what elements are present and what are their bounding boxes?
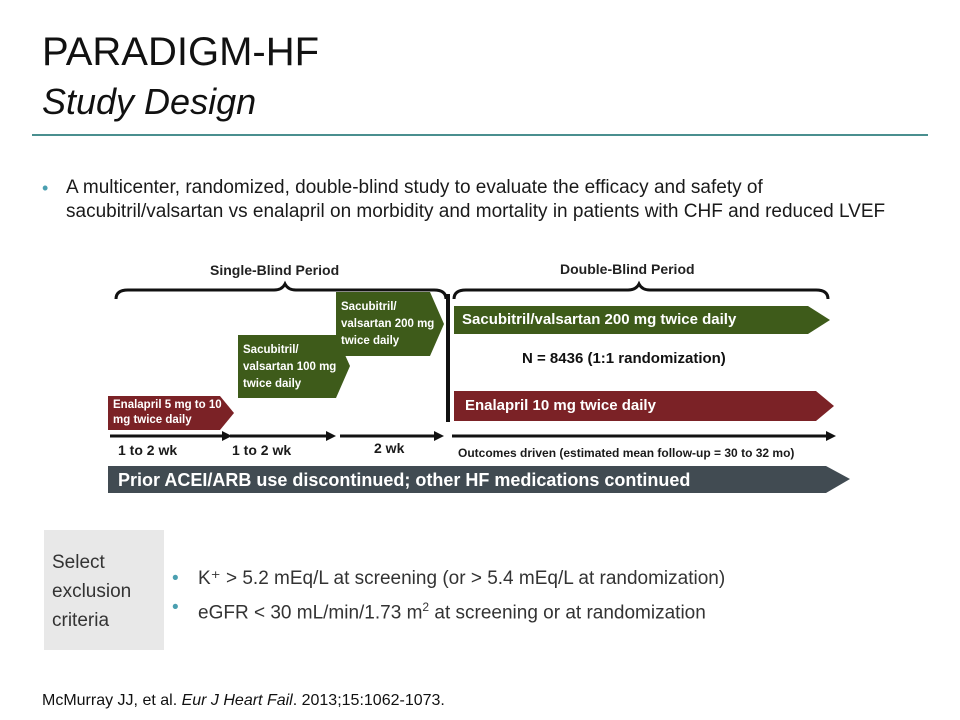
citation-authors: McMurray JJ, et al. <box>42 692 182 709</box>
sacubitril-200-runin-label: Sacubitril/ valsartan 200 mg twice daily <box>341 301 435 347</box>
exclusion-item-text: eGFR < 30 mL/min/1.73 m <box>198 602 423 624</box>
timeline-arrow-3 <box>434 431 444 441</box>
exclusion-label-box <box>44 530 164 650</box>
citation-journal: Eur J Heart Fail <box>181 692 293 709</box>
timeline-arrow-2 <box>326 431 336 441</box>
duration-3: 2 wk <box>374 440 405 456</box>
timeline-arrow-outcomes <box>826 431 836 441</box>
intro-text: A multicenter, randomized, double-blind study to evaluate the efficacy and safety of sacubitril/valsartan vs enalapril on morbidity and mortality in patients with CHF and reduced LVEF <box>66 177 886 222</box>
duration-2: 1 to 2 wk <box>232 442 292 458</box>
exclusion-label: Select exclusion criteria <box>52 552 132 631</box>
randomization-divider <box>446 294 450 422</box>
double-blind-label: Double-Blind Period <box>560 261 695 277</box>
medication-banner-text: Prior ACEI/ARB use discontinued; other HF medications continued <box>118 470 691 490</box>
bullet-dot-icon: • <box>172 597 179 618</box>
duration-outcomes: Outcomes driven (estimated mean follow-up = 30 to 32 mo) <box>458 446 795 460</box>
single-blind-label: Single-Blind Period <box>210 262 340 278</box>
page-subtitle: Study Design <box>42 81 257 122</box>
page-title: PARADIGM-HF <box>42 30 320 74</box>
bullet-dot-icon: • <box>42 178 49 198</box>
bullet-dot-icon: • <box>172 568 179 589</box>
exclusion-item-text-suffix: at screening or at randomization <box>429 602 706 624</box>
randomization-label: N = 8436 (1:1 randomization) <box>522 350 726 367</box>
sacubitril-100-label: Sacubitril/ valsartan 100 mg twice daily <box>243 344 337 390</box>
enalapril-arm-label: Enalapril 10 mg twice daily <box>465 397 656 414</box>
superscript: 2 <box>422 600 430 614</box>
exclusion-list <box>172 564 725 627</box>
double-blind-brace <box>454 284 828 299</box>
exclusion-item-text: K⁺ > 5.2 mEq/L at screening (or > 5.4 mEq/L at randomization) <box>198 568 726 589</box>
exclusion-item-egfr <box>172 593 725 627</box>
sacubitril-arm-label: Sacubitril/valsartan 200 mg twice daily <box>462 311 737 328</box>
exclusion-item-potassium <box>172 564 725 593</box>
enalapril-runin-label: Enalapril 5 mg to 10 mg twice daily <box>113 399 222 426</box>
duration-1: 1 to 2 wk <box>118 442 178 458</box>
citation <box>42 692 445 710</box>
citation-details: . 2013;15:1062-1073. <box>292 692 445 709</box>
